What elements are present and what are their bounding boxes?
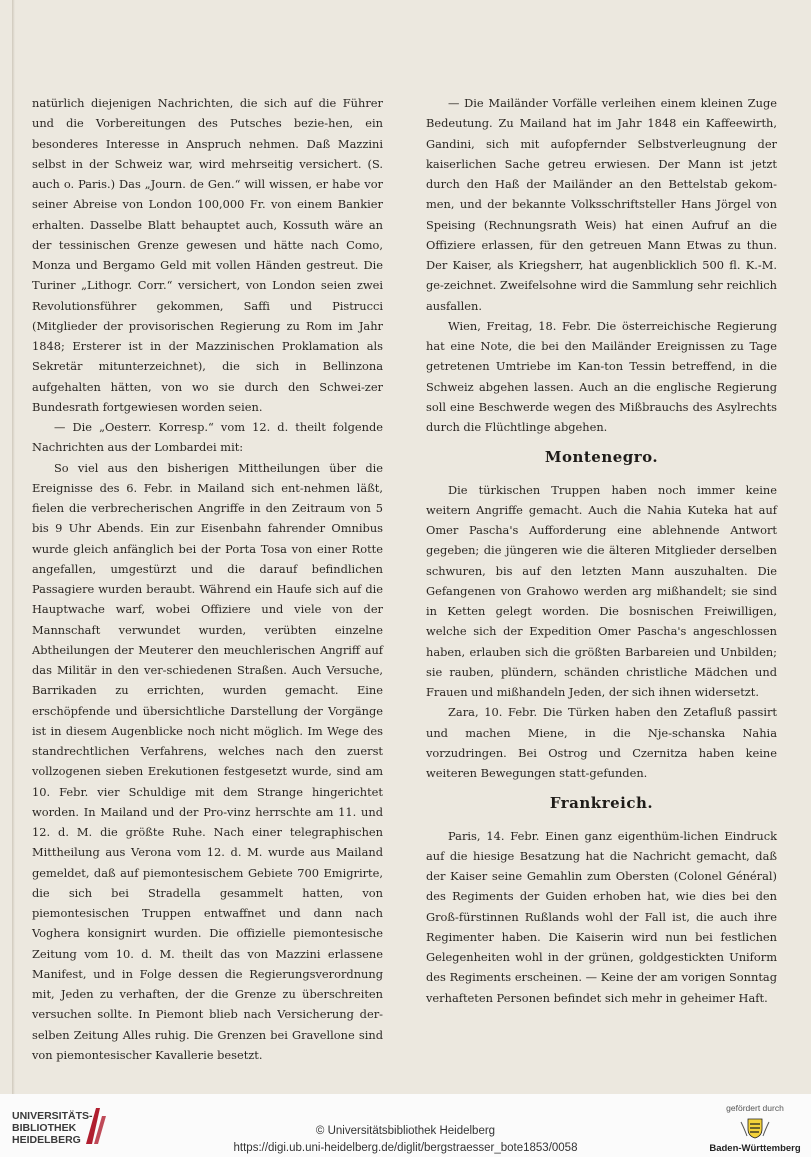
coat-of-arms-icon [739,1116,771,1140]
article-paragraph: — Die „Oesterr. Korresp.“ vom 12. d. theilt folgende Nachrichten aus der Lombardei mit: [32,420,383,455]
article-paragraph: — Die Mailänder Vorfälle verleihen einem kleinen Zuge Bedeutung. Zu Mailand hat im Jahr 1848 ein Kaffeewirth, Gandini, sich mit aufopfernder Selbstverleugnung der kaiserlichen Sache getreu erwiesen. Der Mann ist jetzt durch den Haß der Mailänder an den Bettelstab gekom-men, und der bekannte Volksschriftsteller Hans Jörgel von Speising (Rechnungsrath Weis) hat einen Aufruf an die Offiziere erlassen, für den getreuen Mann Etwas zu thun. Der Kaiser, als Kriegsherr, hat augenblicklich 500 fl. K.-M. ge-zeichnet. Zweifelsohne wird die Sammlung sehr reichlich ausfallen. [426,96,777,313]
sponsor-name: Baden-Württemberg [709,1143,801,1154]
article-paragraph: Die türkischen Truppen haben noch immer keine weitern Angriffe gemacht. Auch die Nahia Kuteka hat auf Omer Pascha's Aufforderung eine ablehnende Antwort gegeben; die jüngeren wie die älteren Mitglieder derselben schwuren, bis auf den letzten Mann auszuhalten. Die Gefangenen von Grahowo werden arg mißhandelt; sie sind in Ketten gelegt worden. Die bosnischen Freiwilligen, welche sich der Expedition Omer Pascha's angeschlossen haben, erlauben sich die größten Barbareien und Unbilden; sie rauben, plündern, schänden christliche Mädchen und Frauen und mißhandeln Jeden, der sich ihnen widersetzt. [426,482,777,699]
article-paragraph: Zara, 10. Febr. Die Türken haben den Zetafluß passirt und machen Miene, in die Nje-schanska Nahia vorzudringen. Bei Ostrog und Czernitza haben keine weiteren Bewegungen statt-gefunden. [426,705,777,780]
section-heading-montenegro: Montenegro. [544,448,659,467]
permalink-url[interactable] [0,1142,811,1154]
article-paragraph: Wien, Freitag, 18. Febr. Die österreichische Regierung hat eine Note, die bei den Mailänder Ereignissen zu Tage getretenen Umtriebe im Kan-ton Tessin betreffend, in die Schweiz abgehen lassen. Auch an die englische Regierung soll eine Beschwerde wegen des Mißbrauchs des Asylrechts durch die Flüchtlinge abgehen. [426,318,777,434]
article-paragraph: Paris, 14. Febr. Einen ganz eigenthüm-lichen Eindruck auf die hiesige Besatzung hat die Nachricht gemacht, daß der Kaiser seine Gemahlin zum Obersten (Colonel Général) des Regiments der Guiden erhoben hat, wie dies bei den Groß-fürstinnen Rußlands wohl der Fall ist, die auch ihre Regimenter haben. Die Kaiserin wird nun bei festlichen Gelegenheiten wohl in der grünen, goldgestickten Uniform des Regiments erscheinen. — Keine der am vorigen Sonntag verhafteten Personen befindet sich mehr in geheimer Haft. [426,828,777,1005]
section-heading-frankreich: Frankreich. [549,794,654,813]
right-column [426,93,777,1008]
left-column [32,93,383,1065]
funded-by-label: gefördert durch [726,1103,784,1113]
library-line: BIBLIOTHEK [12,1122,77,1134]
article-paragraph: So viel aus den bisherigen Mittheilungen über die Ereignisse des 6. Febr. in Mailand sich ent-nehmen läßt, fielen die verbrecherischen Angriffe in den Zeitraum von 5 bis 9 Uhr Abends. Ein zur Eisenbahn fahrender Omnibus wurde gleich anfänglich bei der Porta Tosa von einer Rotte angefallen, umgestürzt und die darauf befindlichen Passagiere wurden beraubt. Während ein Haufe sich auf die Hauptwache warf, wobei Offiziere und viele von der Mannschaft verwundet wurden, verübten einzelne Abtheilungen der Meuterer den meuchlerischen Angriff auf das Militär in den ver-schiedenen Straßen. Auch Versuche, Barrikaden zu errichten, wurden gemacht. Eine erschöpfende und übersichtliche Darstellung der Vorgänge ist in diesem Augenblicke noch nicht möglich. Im Wege des standrechtlichen Verfahrens, welches nach den zuerst vollzogenen sieben Erekutionen festgesetzt wurde, sind am 10. Febr. vier Schuldige mit dem Strange hingerichtet worden. In Mailand und der Pro-vinz herrschte am 11. und 12. d. M. die größte Ruhe. Nach einer telegraphischen Mittheilung aus Verona vom 12. d. M. wurde aus Mailand gemeldet, daß auf piemontesischem Gebiete 700 Emigrirte, die sich bei Stradella gesammelt hatten, von piemontesischen Truppen entwaffnet und dann nach Voghera konsignirt wurden. Die offizielle piemontesische Zeitung vom 10. d. M. theilt das von Mazzini erlassene Manifest, und in Folge dessen die Regierungsverordnung mit, Jeden zu verhaften, der die Grenze zu überschreiten versuchen sollte. In Piemont blieb nach Versicherung der-selben Zeitung Alles ruhig. Die Grenzen bei Gravellone sind von piemontesischer Kavallerie besetzt. [32,460,383,1062]
article-paragraph: natürlich diejenigen Nachrichten, die sich auf die Führer und die Vorbereitungen des Putsches bezie-hen, ein besonderes Interesse in Anspruch nehmen. Daß Mazzini selbst in der Schweiz war, wird mehrseitig versichert. (S. auch o. Paris.) Das „Journ. de Gen.“ will wissen, er habe vor seiner Abreise von London 100,000 Fr. von einem Bankier erhalten. Dasselbe Blatt behauptet auch, Kossuth wäre an der tessinischen Grenze gewesen und hätte nach Como, Monza und Bergamo Geld mit vollen Händen gestreut. Die Turiner „Lithogr. Corr.“ versichert, von London seien zwei Revolutionsführer gekommen, Saffi und Pistrucci (Mitglieder der provisorischen Regierung zu Rom im Jahr 1848; Ersterer ist in der Mazzinischen Proklamation als Sekretär mitunterzeichnet), die sich in Bellinzona aufgehalten hätten, von wo sie durch den Schwei-zer Bundesrath fortgewiesen worden seien. [32,96,383,414]
url-text: https://digi.ub.uni-heidelberg.de/diglit/bergstraesser_bote1853/0058 [233,1142,578,1154]
copyright-notice [0,1125,811,1137]
library-line: UNIVERSITÄTS- [12,1110,93,1122]
library-line: HEIDELBERG [12,1134,81,1146]
copyright-text: © Universitätsbibliothek Heidelberg [315,1125,496,1137]
